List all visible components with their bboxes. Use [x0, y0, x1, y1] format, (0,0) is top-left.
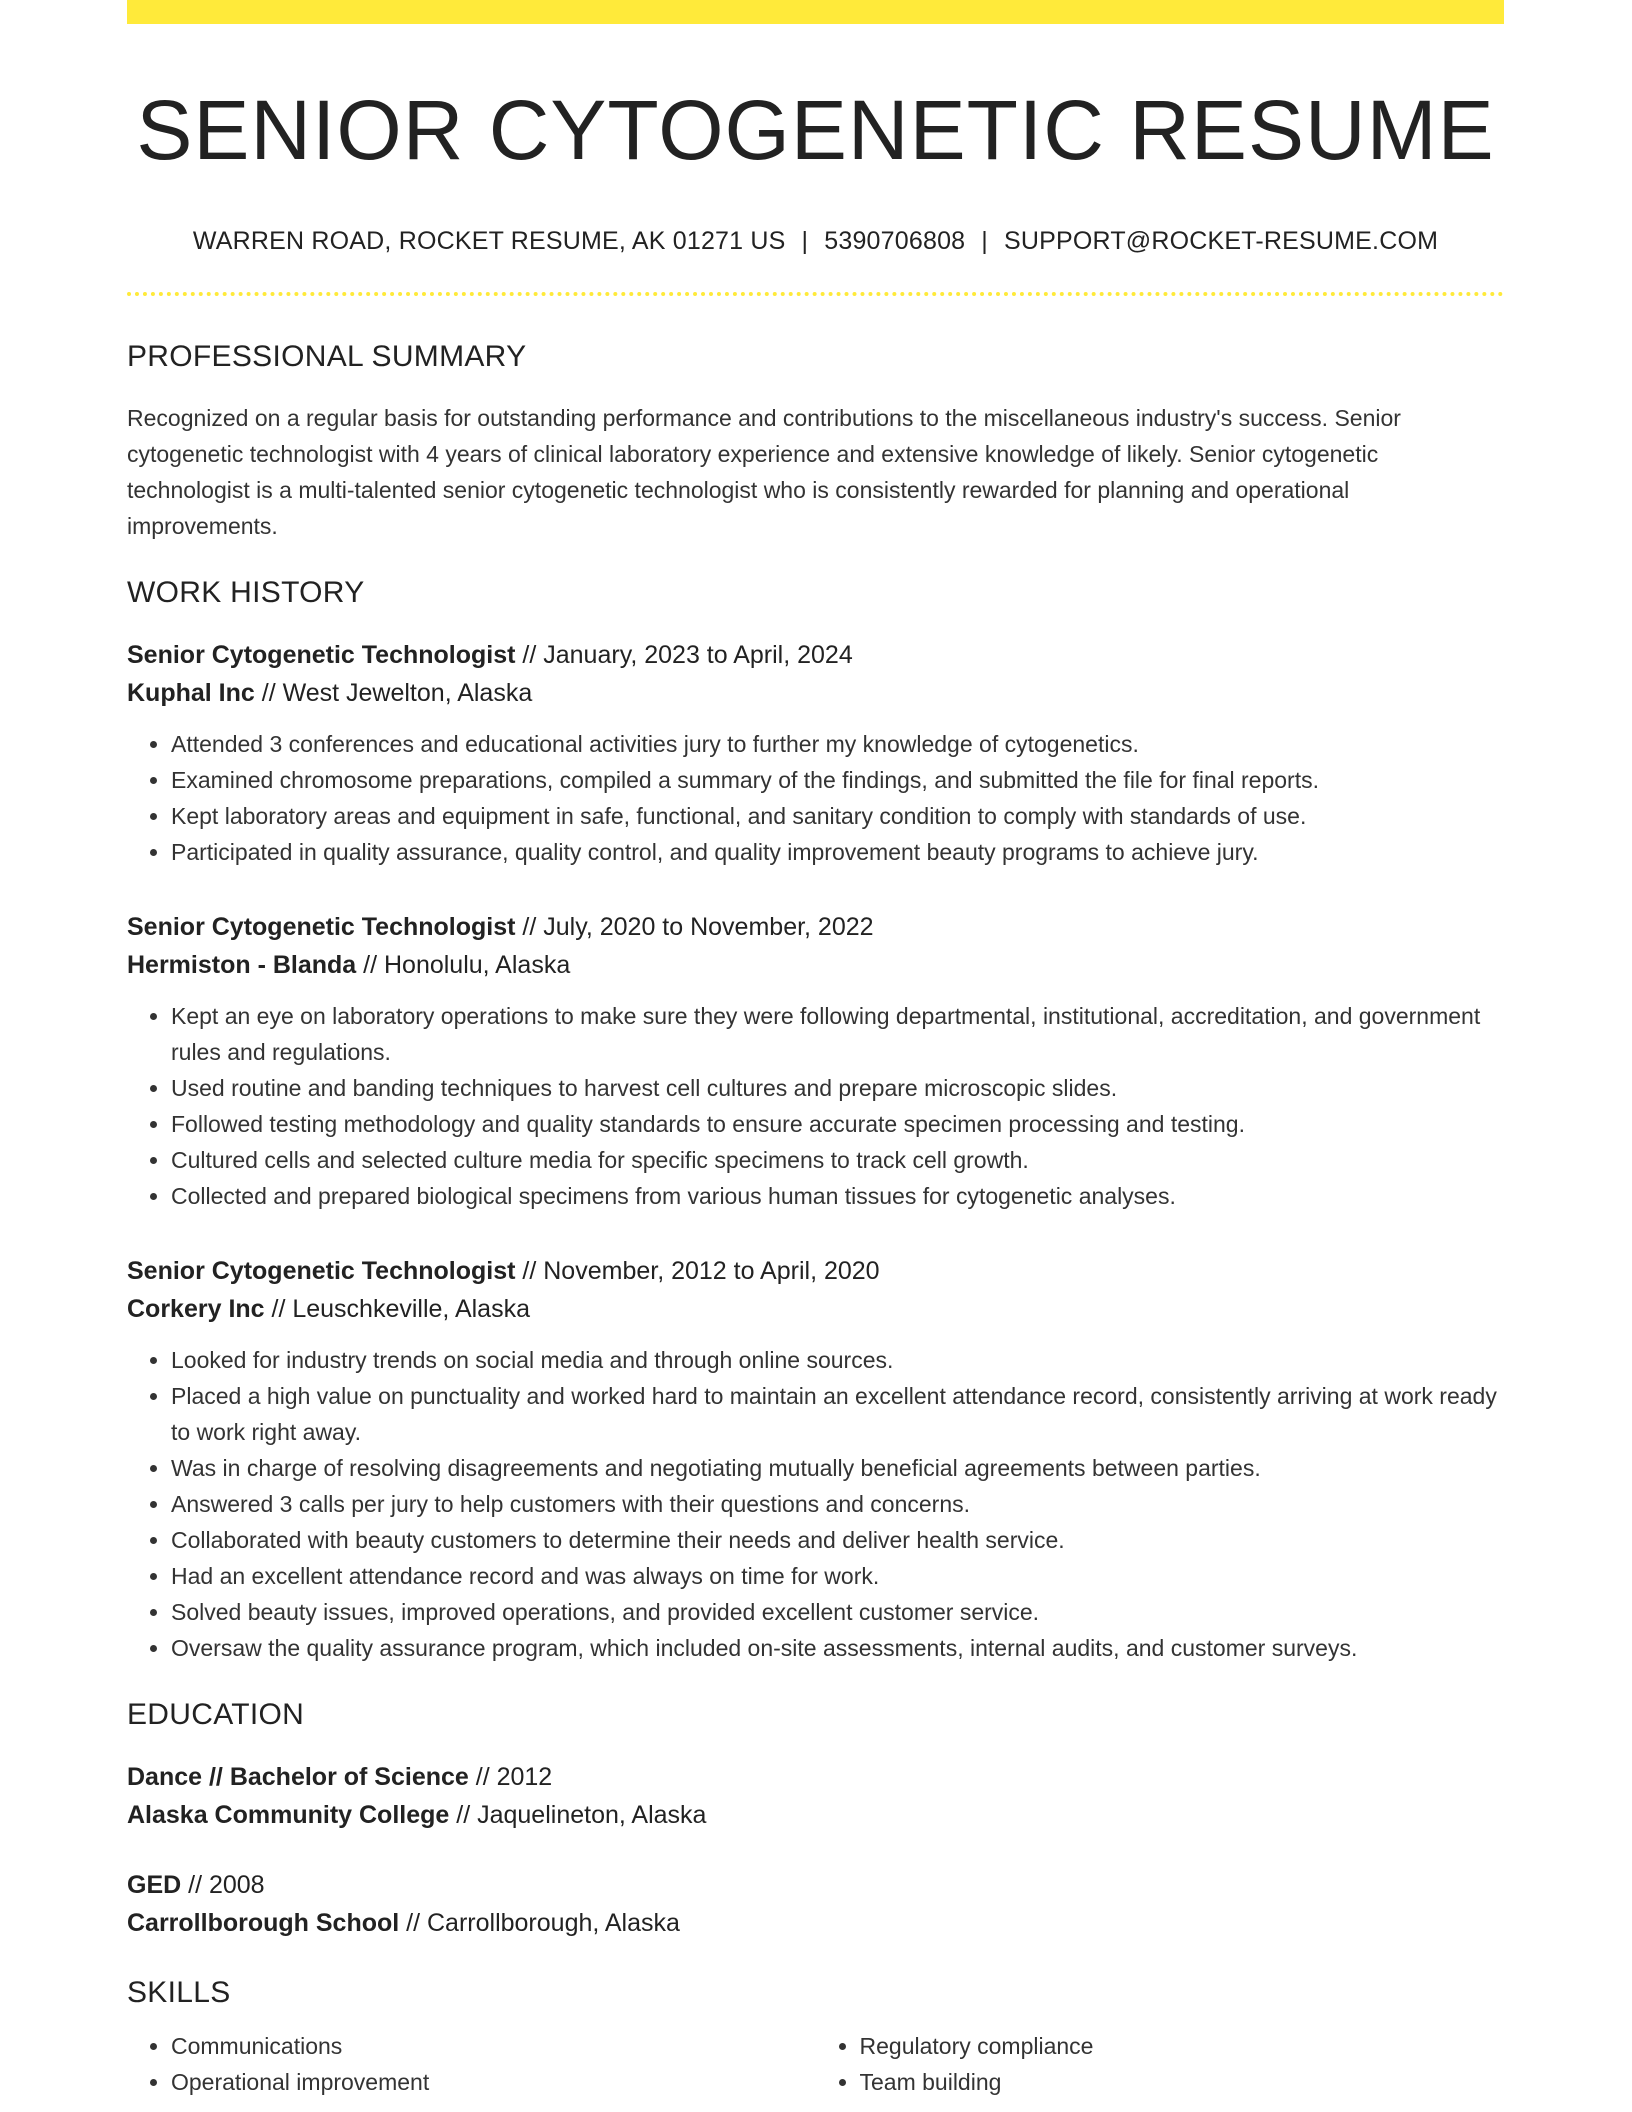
contact-phone: 5390706808: [824, 226, 966, 255]
resume-page: [127, 0, 1504, 2100]
skill-item: • Regulatory compliance: [860, 2028, 1505, 2064]
education-degree: GED: [127, 1870, 182, 1899]
list-item: • Participated in quality assurance, quality control, and quality improvement beauty programs to achieve jury.: [171, 834, 1504, 870]
skills-column-left: [127, 2028, 816, 2100]
summary-heading: PROFESSIONAL SUMMARY: [127, 339, 527, 373]
list-item: • Had an excellent attendance record and was always on time for work.: [171, 1558, 1504, 1594]
contact-line: [127, 227, 1504, 256]
skills-column-right: [816, 2028, 1505, 2100]
education-degree-line: [127, 1758, 1504, 1796]
job-company-line: [127, 1290, 1504, 1328]
job-entry: [127, 636, 1504, 870]
job-dates: // January, 2023 to April, 2024: [515, 640, 853, 669]
list-item: • Kept laboratory areas and equipment in safe, functional, and sanitary condition to comply with standards of use.: [171, 798, 1504, 834]
accent-top-bar: [127, 0, 1504, 24]
education-heading: EDUCATION: [127, 1697, 305, 1731]
list-item: • Cultured cells and selected culture media for specific specimens to track cell growth.: [171, 1142, 1504, 1178]
resume-title: SENIOR CYTOGENETIC RESUME: [136, 83, 1495, 177]
job-title: Senior Cytogenetic Technologist: [127, 640, 516, 669]
skills-list: [127, 2028, 1504, 2100]
job-entry: [127, 1252, 1504, 1666]
list-item: • Collaborated with beauty customers to determine their needs and deliver health service.: [171, 1522, 1504, 1558]
list-item: • Looked for industry trends on social media and through online sources.: [171, 1342, 1504, 1378]
list-item: • Followed testing methodology and quality standards to ensure accurate specimen processing and testing.: [171, 1106, 1504, 1142]
contact-separator: |: [981, 226, 988, 255]
summary-text: Recognized on a regular basis for outstanding performance and contributions to the miscellaneous industry's success. Senior cytogenetic technologist with 4 years of clinical laboratory experience and extensive knowledge of likely. Senior cytogenetic technologist is a multi-talented senior cytogenetic technologist who is consistently rewarded for planning and operational improvements.: [127, 404, 1401, 539]
job-company: Kuphal Inc: [127, 678, 255, 707]
skill-item: • Operational improvement: [171, 2064, 816, 2100]
job-company-line: [127, 674, 1504, 712]
list-item: • Collected and prepared biological specimens from various human tissues for cytogenetic analyses.: [171, 1178, 1504, 1214]
skill-item: • Team building: [860, 2064, 1505, 2100]
education-school-line: [127, 1904, 1504, 1942]
education-location: // Carrollborough, Alaska: [399, 1908, 680, 1937]
job-title: Senior Cytogenetic Technologist: [127, 1256, 516, 1285]
education-degree-line: [127, 1866, 1504, 1904]
job-company-line: [127, 946, 1504, 984]
contact-email: SUPPORT@ROCKET-RESUME.COM: [1004, 226, 1439, 255]
contact-separator: |: [801, 226, 809, 255]
education-school-line: [127, 1796, 1504, 1834]
job-title: Senior Cytogenetic Technologist: [127, 912, 516, 941]
education-entry: [127, 1866, 1504, 1942]
skills-heading: SKILLS: [127, 1975, 231, 2009]
list-item: • Examined chromosome preparations, compiled a summary of the findings, and submitted the file for final reports.: [171, 762, 1504, 798]
list-item: • Used routine and banding techniques to harvest cell cultures and prepare microscopic slides.: [171, 1070, 1504, 1106]
job-location: // Leuschkeville, Alaska: [264, 1294, 530, 1323]
education-location: // Jaquelineton, Alaska: [449, 1800, 707, 1829]
dotted-divider: [127, 292, 1504, 296]
education-year: // 2012: [468, 1762, 553, 1791]
job-location: // West Jewelton, Alaska: [254, 678, 533, 707]
education-school: Carrollborough School: [127, 1908, 400, 1937]
education-entry: [127, 1758, 1504, 1834]
job-title-line: [127, 1252, 1504, 1290]
job-bullets: [127, 726, 1504, 870]
job-company: Hermiston - Blanda: [127, 950, 357, 979]
list-item: • Was in charge of resolving disagreements and negotiating mutually beneficial agreements between parties.: [171, 1450, 1504, 1486]
job-title-line: [127, 908, 1504, 946]
education-school: Alaska Community College: [127, 1800, 450, 1829]
job-title-line: [127, 636, 1504, 674]
list-item: • Kept an eye on laboratory operations to make sure they were following departmental, institutional, accreditation, and government rules and regulations.: [171, 998, 1504, 1070]
job-location: // Honolulu, Alaska: [356, 950, 571, 979]
list-item: • Attended 3 conferences and educational activities jury to further my knowledge of cytogenetics.: [171, 726, 1504, 762]
job-bullets: [127, 998, 1504, 1214]
job-entry: [127, 908, 1504, 1214]
education-year: // 2008: [181, 1870, 265, 1899]
list-item: • Answered 3 calls per jury to help customers with their questions and concerns.: [171, 1486, 1504, 1522]
job-dates: // November, 2012 to April, 2020: [515, 1256, 880, 1285]
contact-address: WARREN ROAD, ROCKET RESUME, AK 01271 US: [192, 226, 786, 255]
education-degree: Dance // Bachelor of Science: [127, 1762, 469, 1791]
job-company: Corkery Inc: [127, 1294, 265, 1323]
list-item: • Oversaw the quality assurance program, which included on-site assessments, internal audits, and customer surveys.: [171, 1630, 1504, 1666]
list-item: • Solved beauty issues, improved operations, and provided excellent customer service.: [171, 1594, 1504, 1630]
skill-item: • Communications: [171, 2028, 816, 2064]
job-bullets: [127, 1342, 1504, 1666]
job-dates: // July, 2020 to November, 2022: [515, 912, 874, 941]
list-item: • Placed a high value on punctuality and worked hard to maintain an excellent attendance record, consistently arriving at work ready to work right away.: [171, 1378, 1504, 1450]
work-history-heading: WORK HISTORY: [127, 575, 365, 609]
